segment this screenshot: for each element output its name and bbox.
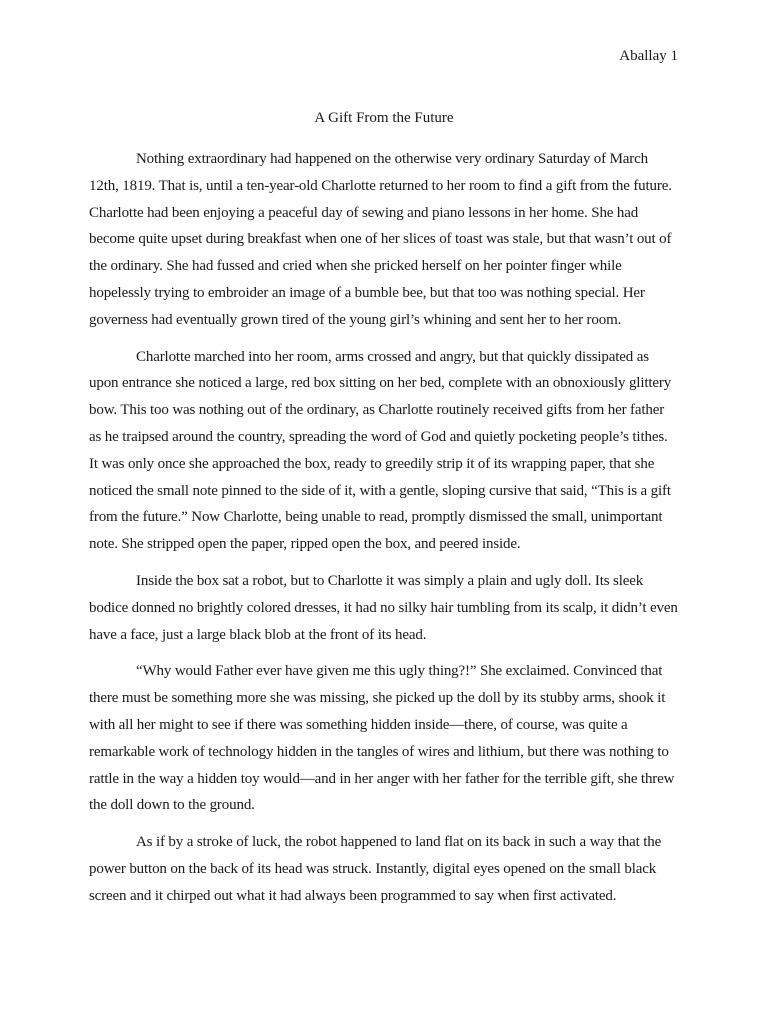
page-header-label: Aballay 1 xyxy=(619,48,678,64)
paragraph: Inside the box sat a robot, but to Charlotte it was simply a plain and ugly doll. Its sleek bodice donned no brightly colored dresses, it had no silky hair tumbling from its scalp, it didn’t even have a face, just a large black blob at the front of its head. xyxy=(89,572,678,643)
paragraph: Charlotte marched into her room, arms crossed and angry, but that quickly dissipated as upon entrance she noticed a large, red box sitting on her bed, complete with an obnoxiously glittery bow. This too was nothing out of the ordinary, as Charlotte routinely received gifts from her father as he traipsed around the country, spreading the word of God and quietly pocketing people’s tithes. It was only once she approached the box, ready to greedily strip it of its wrapping paper, that she noticed the small note pinned to the side of it, with a gentle, sloping cursive that said, “This is a gift from the future.” Now Charlotte, being unable to read, promptly dismissed the small, unimportant note. She stripped open the paper, ripped open the box, and peered inside. xyxy=(89,348,672,553)
paragraph: Nothing extraordinary had happened on the otherwise very ordinary Saturday of March 12th, 1819. That is, until a ten-year-old Charlotte returned to her room to find a gift from the future. Charlotte had been enjoying a peaceful day of sewing and piano lessons in her home. She had become quite upset during breakfast when one of her slices of toast was stale, but that wasn’t out of the ordinary. She had fussed and cried when she pricked herself on her pointer finger while hopelessly trying to embroider an image of a bumble bee, but that too was nothing special. Her governess had eventually grown tired of the young girl’s whining and sent her to her room. xyxy=(89,151,672,328)
document-body xyxy=(89,146,679,920)
paragraph: “Why would Father ever have given me this ugly thing?!” She exclaimed. Convinced that there must be something more she was missing, she picked up the doll by its stubby arms, shook it with all her might to see if there was something hidden inside—there, of course, was quite a remarkable work of technology hidden in the tangles of wires and lithium, but there was nothing to rattle in the way a hidden toy would—and in her anger with her father for the terrible gift, she threw the doll down to the ground. xyxy=(89,663,675,814)
document-title: A Gift From the Future xyxy=(314,110,454,126)
paragraph: As if by a stroke of luck, the robot happened to land flat on its back in such a way that the power button on the back of its head was struck. Instantly, digital eyes opened on the small black screen and it chirped out what it had always been programmed to say when first activated. xyxy=(89,834,662,904)
